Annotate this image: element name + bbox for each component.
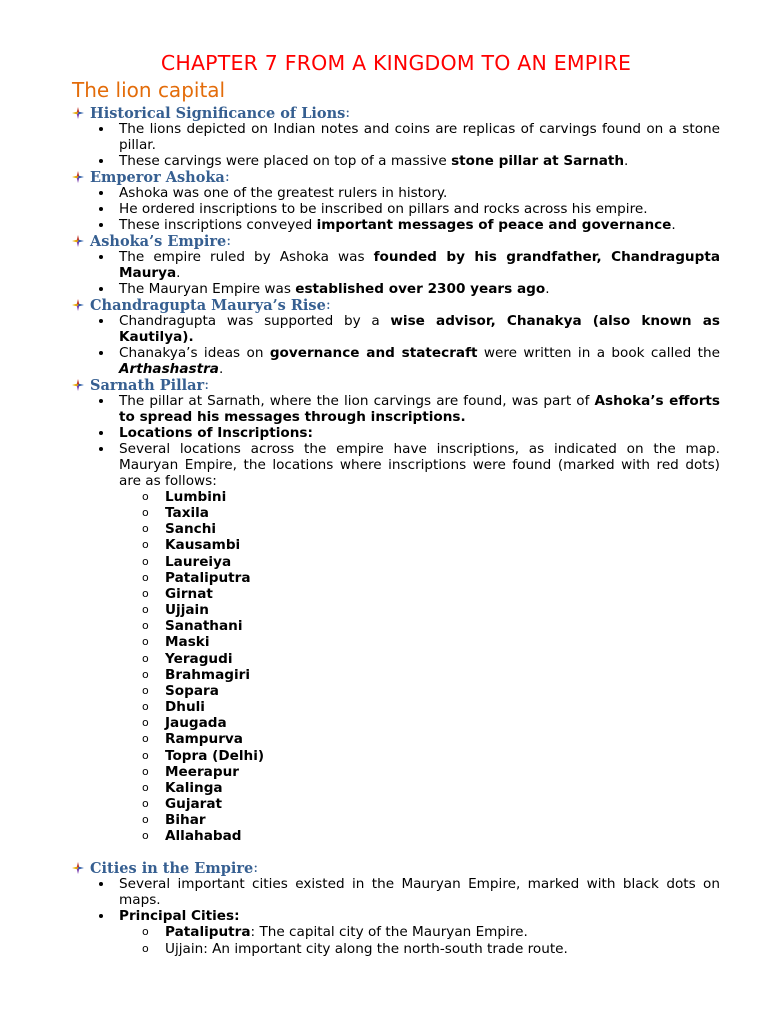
section-title: Historical Significance of Lions <box>90 104 346 122</box>
section-colon: : <box>224 169 230 185</box>
location-item: o Topra (Delhi) <box>142 748 720 764</box>
section-heading <box>72 169 720 185</box>
section-title: Chandragupta Maurya’s Rise <box>90 296 326 314</box>
location-item: o Rampurva <box>142 731 720 747</box>
list-item <box>96 441 720 844</box>
location-item: o Kalinga <box>142 780 720 796</box>
item-emphasis: wise advisor, Chanakya (also known as Kautilya). <box>119 313 720 345</box>
item-emphasis: Principal Cities: <box>119 908 240 925</box>
item-text: were written in a book called the <box>477 345 720 361</box>
section-heading <box>72 233 720 249</box>
section-colon: : <box>325 297 331 313</box>
section <box>72 297 720 377</box>
sections-container <box>72 105 720 957</box>
item-text: Ashoka was one of the greatest rulers in history. <box>119 185 448 201</box>
list-item <box>96 313 720 345</box>
bullet-list <box>72 121 720 169</box>
section-colon: : <box>345 105 351 121</box>
section-title: Cities in the Empire <box>90 859 254 877</box>
list-item <box>96 121 720 153</box>
item-text: The Mauryan Empire was <box>119 281 296 297</box>
location-item: o Bihar <box>142 812 720 828</box>
item-text: Chandragupta was supported by a <box>119 313 391 329</box>
item-emphasis: important messages of peace and governance <box>316 217 672 233</box>
section-title: Ashoka’s Empire <box>90 232 227 250</box>
item-emphasis: Locations of Inscriptions: <box>119 425 313 441</box>
item-emphasis: founded by his grandfather, Chandragupta Maurya <box>119 249 721 281</box>
list-item <box>96 876 720 908</box>
section-heading <box>72 860 720 876</box>
item-text: Several locations across the empire have inscriptions, as indicated on the map. Mauryan Empire, the locations where inscriptions were found (marked with red dots) are as follows: <box>119 441 720 489</box>
section-colon: : <box>204 377 210 393</box>
section-title: Emperor Ashoka <box>90 168 225 186</box>
section <box>72 105 720 169</box>
location-item: o Sanchi <box>142 521 720 537</box>
section-title: Sarnath Pillar <box>90 376 205 394</box>
section <box>72 844 720 956</box>
spacer <box>72 844 720 860</box>
location-item: o Brahmagiri <box>142 667 720 683</box>
four-point-star-bullet-icon <box>72 299 90 311</box>
location-item: o Girnat <box>142 586 720 602</box>
location-item: o Yeragudi <box>142 651 720 667</box>
section-heading <box>72 297 720 313</box>
four-point-star-bullet-icon <box>72 379 90 391</box>
item-emphasis: stone pillar at Sarnath <box>451 153 625 169</box>
section <box>72 169 720 233</box>
city-name: Pataliputra <box>165 924 251 941</box>
item-text: The empire ruled by Ashoka was <box>119 249 374 265</box>
location-item: o Meerapur <box>142 764 720 780</box>
list-item <box>96 281 720 297</box>
list-item <box>96 153 720 169</box>
item-text: The lions depicted on Indian notes and coins are replicas of carvings found on a stone pillar. <box>119 121 720 153</box>
location-item: o Allahabad <box>142 828 720 844</box>
locations-list <box>119 489 720 844</box>
location-item: o Taxila <box>142 505 720 521</box>
page-heading: The lion capital <box>72 78 226 102</box>
section <box>72 377 720 844</box>
item-emphasis: Ashoka’s efforts to spread his messages through inscriptions. <box>119 393 720 425</box>
list-item <box>96 345 720 377</box>
list-item <box>96 393 720 425</box>
location-item: o Pataliputra <box>142 570 720 586</box>
list-item <box>96 217 720 233</box>
book-title: Arthashastra <box>119 361 219 377</box>
item-text: . <box>624 153 629 169</box>
bullet-list <box>72 249 720 297</box>
item-text: . <box>176 265 181 281</box>
section <box>72 233 720 297</box>
list-item <box>96 425 720 441</box>
four-point-star-bullet-icon <box>72 171 90 183</box>
list-item <box>96 185 720 201</box>
location-item: o Sanathani <box>142 618 720 634</box>
item-text: . <box>218 361 224 377</box>
item-text: These inscriptions conveyed <box>119 217 317 233</box>
bullet-list <box>72 185 720 233</box>
item-emphasis: governance and statecraft <box>269 345 478 361</box>
four-point-star-bullet-icon <box>72 235 90 247</box>
location-item: o Gujarat <box>142 796 720 812</box>
item-text: He ordered inscriptions to be inscribed on pillars and rocks across his empire. <box>119 201 648 217</box>
location-item: o Sopara <box>142 683 720 699</box>
bullet-list <box>72 393 720 844</box>
list-item <box>96 908 720 956</box>
list-item <box>96 201 720 217</box>
section-heading <box>72 377 720 393</box>
city-item <box>142 941 720 957</box>
location-item: o Ujjain <box>142 602 720 618</box>
location-item: o Kausambi <box>142 537 720 553</box>
four-point-star-bullet-icon <box>72 107 90 119</box>
bullet-list <box>72 313 720 377</box>
item-text: These carvings were placed on top of a massive <box>119 153 452 169</box>
four-point-star-bullet-icon <box>72 862 90 874</box>
section-colon: : <box>226 233 232 249</box>
location-item: o Lumbini <box>142 489 720 505</box>
bullet-list <box>72 876 720 956</box>
location-item: o Dhuli <box>142 699 720 715</box>
chapter-title: CHAPTER 7 FROM A KINGDOM TO AN EMPIRE <box>160 51 632 75</box>
item-text: . <box>545 281 550 297</box>
cities-list <box>119 924 720 956</box>
city-item <box>142 924 720 940</box>
location-item: o Jaugada <box>142 715 720 731</box>
item-emphasis: established over 2300 years ago <box>295 281 546 297</box>
location-item: o Maski <box>142 634 720 650</box>
city-description: Ujjain: An important city along the north-south trade route. <box>165 940 568 957</box>
list-item <box>96 249 720 281</box>
section-colon: : <box>253 860 259 877</box>
item-text: Several important cities existed in the Mauryan Empire, marked with black dots on maps. <box>119 876 720 909</box>
item-text: The pillar at Sarnath, where the lion carvings are found, was part of <box>119 393 595 409</box>
item-text: . <box>671 217 676 233</box>
location-item: o Laureiya <box>142 554 720 570</box>
section-heading <box>72 105 720 121</box>
item-text: Chanakya’s ideas on <box>119 345 270 361</box>
city-description: : The capital city of the Mauryan Empire. <box>250 924 528 941</box>
